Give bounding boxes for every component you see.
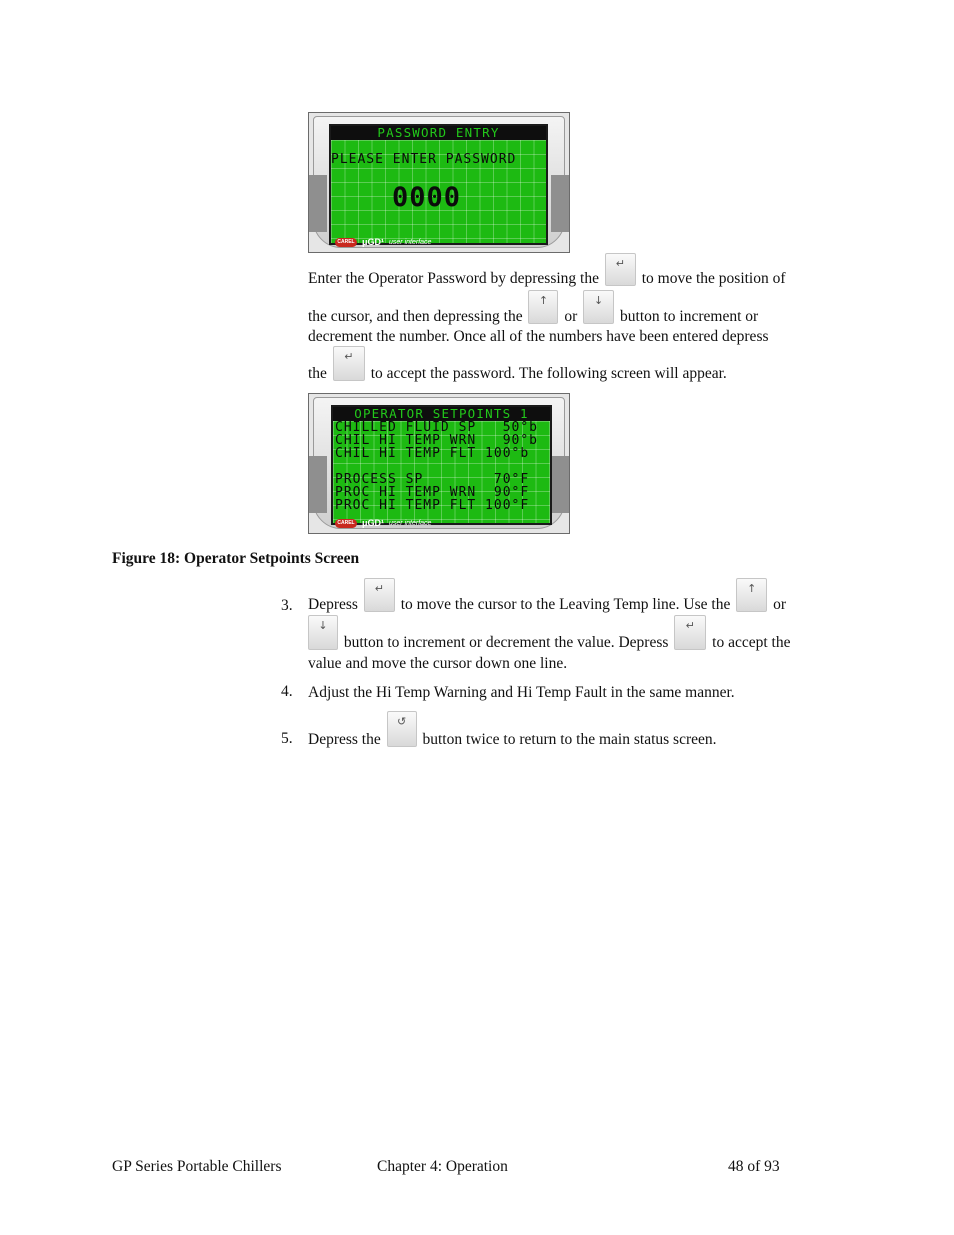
enter-key-icon: ↵ [333, 346, 365, 381]
carel-logo: CAREL [335, 519, 357, 528]
down-key-icon: ↓ [308, 615, 338, 650]
brand-model: μGD¹ [362, 518, 385, 528]
step-3-line-3: value and move the cursor down one line. [308, 655, 568, 672]
brand-bar [335, 518, 431, 528]
down-key-icon: ↓ [583, 290, 614, 324]
step-number: 4. [281, 683, 293, 700]
figure-caption: Figure 18: Operator Setpoints Screen [112, 550, 360, 567]
lcd-title: OPERATOR SETPOINTS 1 [333, 407, 550, 421]
setpoint-row: PROC HI TEMP WRN 90°F [335, 485, 530, 500]
enter-key-icon: ↵ [674, 615, 706, 650]
lcd-line: PLEASE ENTER PASSWORD [331, 152, 517, 167]
brand-tagline: user interface [389, 238, 432, 246]
up-key-icon: ↑ [736, 578, 767, 612]
intro-line-3: decrement the number. Once all of the numbers have been entered depress [308, 328, 769, 345]
escape-key-icon: ↺ [387, 711, 417, 747]
step-3-line-2: ↓ button to increment or decrement the value. Depress ↵ to accept the [308, 615, 790, 650]
intro-line-2: the cursor, and then depressing the ↑ or ↓ button to increment or [308, 290, 758, 324]
lcd-display [329, 124, 548, 245]
setpoint-row: CHIL HI TEMP WRN 90°b [335, 433, 539, 448]
password-value: 0000 [392, 182, 462, 213]
step-3-line-1: Depress ↵ to move the cursor to the Leaving Temp line. Use the ↑ or [308, 578, 786, 612]
operator-setpoints-screenshot [308, 393, 570, 534]
setpoint-row: CHILLED FLUID SP 50°b [335, 420, 539, 435]
brand-bar [335, 237, 431, 247]
step-number: 5. [281, 730, 293, 747]
setpoint-row: PROCESS SP 70°F [335, 472, 530, 487]
lcd-display [331, 405, 552, 525]
intro-line-4: the ↵ to accept the password. The following screen will appear. [308, 346, 727, 381]
step-4-text: Adjust the Hi Temp Warning and Hi Temp Fault in the same manner. [308, 684, 735, 701]
setpoint-row: CHIL HI TEMP FLT 100°b [335, 446, 530, 461]
password-entry-screenshot [308, 112, 570, 253]
carel-logo: CAREL [335, 238, 357, 247]
footer-page-number: 48 of 93 [728, 1158, 780, 1175]
lcd-title: PASSWORD ENTRY [331, 126, 546, 140]
enter-key-icon: ↵ [364, 578, 395, 612]
intro-line-1: Enter the Operator Password by depressing the ↵ to move the position of [308, 253, 786, 286]
brand-model: μGD¹ [362, 237, 385, 247]
brand-tagline: user interface [389, 519, 432, 527]
step-5-line: Depress the ↺ button twice to return to the main status screen. [308, 711, 717, 747]
setpoint-row: PROC HI TEMP FLT 100°F [335, 498, 530, 513]
up-key-icon: ↑ [528, 290, 558, 324]
footer-center: Chapter 4: Operation [377, 1158, 508, 1175]
step-number: 3. [281, 597, 293, 614]
footer-left: GP Series Portable Chillers [112, 1158, 282, 1175]
enter-key-icon: ↵ [605, 253, 636, 286]
